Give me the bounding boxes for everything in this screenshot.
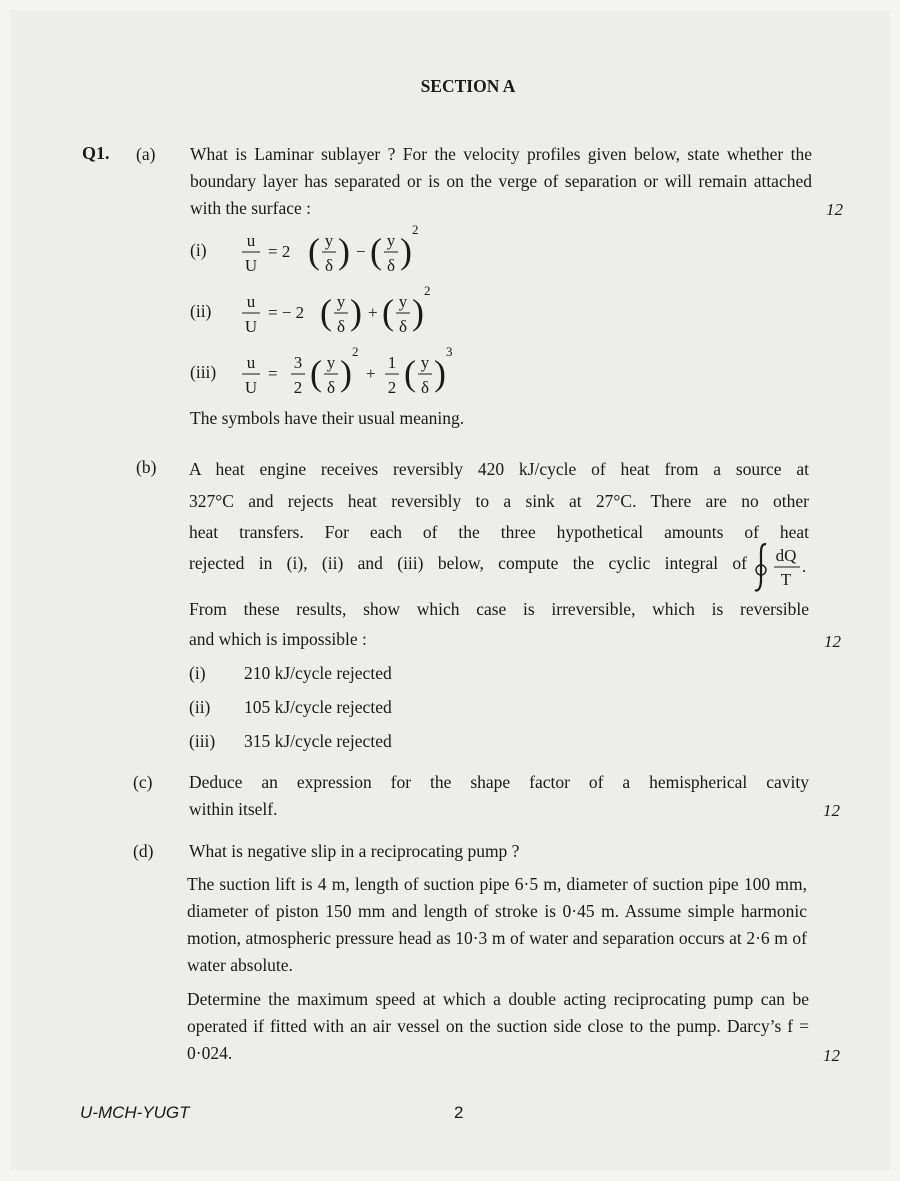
svg-text:u: u bbox=[246, 353, 256, 372]
svg-text:−: − bbox=[356, 242, 366, 261]
svg-text:δ: δ bbox=[420, 378, 430, 397]
svg-text:= − 2: = − 2 bbox=[268, 303, 305, 322]
part-d-para-2: The suction lift is 4 m, length of suction pipe 6·5 m, diameter of suction pipe 100 mm, diameter of piston 150 mm and length of stroke is 0·45 m. Assume simple harmonic motion, atmospheric pressure head as 10·3 m of water and separation occurs at 2·6 m of water absolute. bbox=[187, 874, 807, 975]
svg-text:δ: δ bbox=[386, 256, 396, 275]
svg-text:δ: δ bbox=[336, 317, 346, 336]
part-b-item-iii-label: (iii) bbox=[189, 731, 216, 751]
svg-text:(: ( bbox=[382, 292, 394, 332]
svg-text:3: 3 bbox=[293, 353, 303, 372]
part-a-question: What is Laminar sublayer ? For the velocity profiles given below, state whether the boundary layer has separated or is on the verge of separation or will remain attached with the surface : bbox=[190, 144, 812, 218]
svg-text:δ: δ bbox=[324, 256, 334, 275]
svg-text:dQ: dQ bbox=[775, 546, 797, 565]
svg-text:U: U bbox=[244, 378, 258, 397]
part-b-line-1: A heat engine receives reversibly 420 kJ/cycle of heat from a source at bbox=[189, 459, 809, 479]
svg-text:+: + bbox=[368, 303, 378, 322]
svg-text:y: y bbox=[324, 231, 334, 250]
question-number: Q1. bbox=[82, 143, 110, 163]
eq-ii-label: (ii) bbox=[190, 301, 212, 321]
svg-text:): ) bbox=[412, 292, 424, 332]
svg-text:+: + bbox=[366, 364, 376, 383]
svg-text:U: U bbox=[244, 256, 258, 275]
part-b-item-i: 210 kJ/cycle rejected bbox=[244, 663, 392, 683]
svg-text:1: 1 bbox=[387, 353, 397, 372]
svg-text:δ: δ bbox=[326, 378, 336, 397]
svg-text:(: ( bbox=[308, 231, 320, 271]
svg-text:(: ( bbox=[404, 353, 416, 393]
svg-text:y: y bbox=[326, 353, 336, 372]
part-b-item-iii: 315 kJ/cycle rejected bbox=[244, 731, 392, 751]
part-b-para2-line-1: From these results, show which case is irreversible, which is reversible bbox=[189, 599, 809, 619]
part-b-item-ii-label: (ii) bbox=[189, 697, 211, 717]
part-d-line-1: What is negative slip in a reciprocating pump ? bbox=[189, 841, 520, 861]
paper-code: U-MCH-YUGT bbox=[80, 1103, 190, 1122]
svg-text:): ) bbox=[434, 353, 446, 393]
section-title: SECTION A bbox=[420, 76, 516, 96]
cyclic-integral bbox=[752, 540, 812, 601]
part-b-item-i-label: (i) bbox=[189, 663, 206, 683]
svg-text:2: 2 bbox=[352, 344, 359, 359]
svg-text:=: = bbox=[268, 364, 278, 383]
part-c-line-1: Deduce an expression for the shape factor of a hemispherical cavity bbox=[189, 772, 809, 792]
svg-text:(: ( bbox=[370, 231, 382, 271]
equation-iii bbox=[240, 344, 460, 409]
part-a-note: The symbols have their usual meaning. bbox=[190, 408, 465, 428]
svg-text:2: 2 bbox=[412, 222, 419, 237]
page-number: 2 bbox=[454, 1103, 464, 1122]
svg-text:(: ( bbox=[320, 292, 332, 332]
part-c-marks: 12 bbox=[823, 801, 840, 820]
part-c-line-2: within itself. bbox=[189, 799, 278, 819]
eq-iii-label: (iii) bbox=[190, 362, 217, 382]
part-c-label: (c) bbox=[133, 772, 153, 792]
part-a-label: (a) bbox=[136, 144, 156, 164]
svg-text:): ) bbox=[350, 292, 362, 332]
svg-text:2: 2 bbox=[387, 378, 397, 397]
svg-text:y: y bbox=[386, 231, 396, 250]
part-b-line-2: 327°C and rejects heat reversibly to a sink at 27°C. There are no other bbox=[189, 491, 809, 511]
eq-i-label: (i) bbox=[190, 240, 207, 260]
svg-text:): ) bbox=[400, 231, 412, 271]
svg-text:.: . bbox=[802, 557, 807, 576]
equation-i bbox=[240, 222, 440, 287]
part-d-para-3: Determine the maximum speed at which a double acting reciprocating pump can be operated if fitted with an air vessel on the suction side close to the pump. Darcy’s f = 0·024. bbox=[187, 989, 809, 1063]
svg-text:δ: δ bbox=[398, 317, 408, 336]
svg-text:): ) bbox=[340, 353, 352, 393]
part-b-marks: 12 bbox=[824, 632, 841, 651]
part-b-label: (b) bbox=[136, 457, 157, 477]
part-d-marks: 12 bbox=[823, 1046, 840, 1065]
svg-text:2: 2 bbox=[293, 378, 303, 397]
svg-text:3: 3 bbox=[446, 344, 453, 359]
svg-text:(: ( bbox=[310, 353, 322, 393]
svg-text:u: u bbox=[246, 292, 256, 311]
part-d-label: (d) bbox=[133, 841, 154, 861]
svg-text:y: y bbox=[336, 292, 346, 311]
part-b-line-4: rejected in (i), (ii) and (iii) below, compute the cyclic integral of bbox=[189, 553, 747, 573]
svg-text:T: T bbox=[780, 570, 792, 589]
part-b-item-ii: 105 kJ/cycle rejected bbox=[244, 697, 392, 717]
svg-text:u: u bbox=[246, 231, 256, 250]
part-b-line-3: heat transfers. For each of the three hypothetical amounts of heat bbox=[189, 522, 809, 542]
svg-text:U: U bbox=[244, 317, 258, 336]
svg-text:): ) bbox=[338, 231, 350, 271]
equation-ii bbox=[240, 283, 450, 348]
svg-text:y: y bbox=[420, 353, 430, 372]
svg-text:= 2: = 2 bbox=[268, 242, 291, 261]
svg-text:2: 2 bbox=[424, 283, 431, 298]
part-b-para2-line-2: and which is impossible : bbox=[189, 629, 367, 649]
svg-text:y: y bbox=[398, 292, 408, 311]
part-a-marks: 12 bbox=[826, 200, 843, 219]
